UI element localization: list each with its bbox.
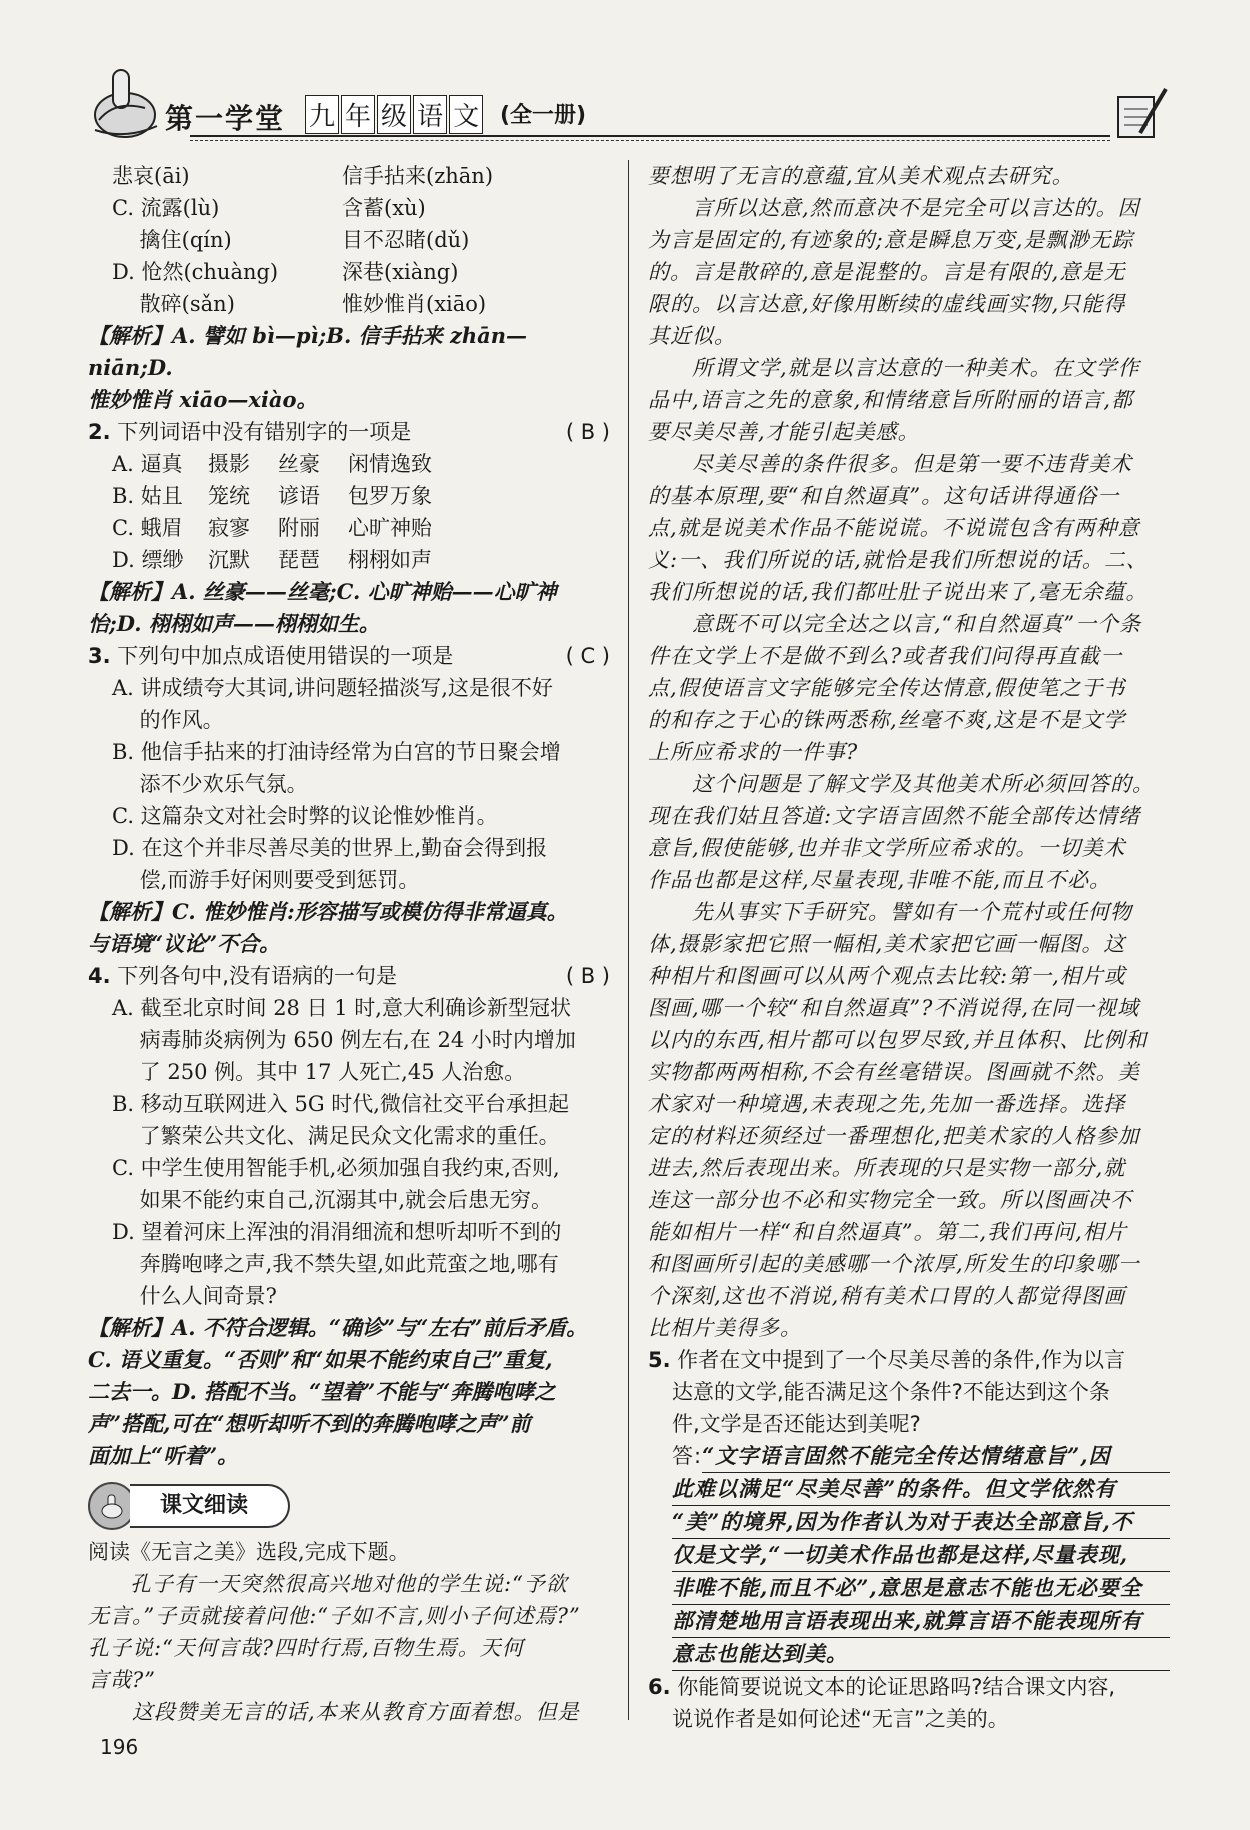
q3-explanation: 【解析】C. 惟妙惟肖:形容描写或模仿得非常逼真。 <box>88 899 568 924</box>
answer-label: 答: <box>672 1444 703 1468</box>
reading-line: 种相片和图画可以从两个观点去比较:第一,相片或 <box>648 964 1126 988</box>
reading-line: 所谓文学,就是以言达意的一种美术。在文学作 <box>648 356 1140 380</box>
answer-badge: ( B ) <box>565 964 610 988</box>
reading-line: 意旨,假使能够,也并非文学所应希求的。一切美术 <box>648 836 1126 860</box>
answer-line: 此难以满足“尽美尽善”的条件。但文学依然有 <box>672 1473 1170 1506</box>
q4-line: 奔腾咆哮之声,我不禁失望,如此荒蛮之地,哪有 <box>112 1252 559 1276</box>
reading-line: 比相片美得多。 <box>648 1316 802 1340</box>
question-5: 5. 作者在文中提到了一个尽美尽善的条件,作为以言 达意的文学,能否满足这个条件?不能达到这个条 件,文学是否还能达到美呢? <box>648 1348 1125 1436</box>
brand-title: 第一学堂 <box>165 102 286 135</box>
question-3: 3. 下列句中加点成语使用错误的一项是 ( C ) <box>88 640 610 672</box>
grade-char: 九 <box>305 95 339 134</box>
question-6: 6. 你能简要说说文本的论证思路吗?结合课文内容, 说说作者是如何论述“无言”之美的。 <box>648 1675 1116 1731</box>
answer-badge: ( B ) <box>565 420 610 444</box>
q3-line: A. 讲成绩夸大其词,讲问题轻描淡写,这是很不好 <box>112 676 553 700</box>
q2-option: A. 逼真 摄影 丝豪 闲情逸致 <box>112 452 432 476</box>
q4-explanation: 声”搭配,可在“想听却听不到的奔腾咆哮之声”前 <box>88 1411 531 1436</box>
reading-line: 这个问题是了解文学及其他美术所必须回答的。 <box>648 772 1154 796</box>
reading-line: 义:一、我们所说的话,就恰是我们所想说的话。二、 <box>648 548 1148 572</box>
header-rule <box>190 135 1110 141</box>
q4-line: 了 250 例。其中 17 人死亡,45 人治愈。 <box>112 1060 526 1084</box>
reading-line: 上所应希求的一件事? <box>648 740 859 764</box>
q4-line: 如果不能约束自己,沉溺其中,就会后患无穷。 <box>112 1188 553 1212</box>
reading-instruction: 阅读《无言之美》选段,完成下题。 <box>88 1540 410 1564</box>
answer-line: 非唯不能,而且不必”,意思是意志不能也无必要全 <box>672 1572 1170 1605</box>
reading-line: 术家对一种境遇,未表现之先,先加一番选择。选择 <box>648 1092 1126 1116</box>
q1-option-row: C. 流露(lù) 含蓄(xù) <box>112 196 426 220</box>
grade-char: 级 <box>377 95 411 134</box>
section-title: 课文细读 <box>130 1484 290 1528</box>
page-header <box>80 55 1170 150</box>
reading-line: 其近似。 <box>648 324 736 348</box>
reading-line: 要想明了无言的意蕴,宜从美术观点去研究。 <box>648 164 1074 188</box>
reading-line: 先从事实下手研究。譬如有一个荒村或任何物 <box>648 900 1132 924</box>
page-number: 196 <box>100 1735 139 1759</box>
q2-explanation: 怡;D. 栩栩如声——栩栩如生。 <box>88 611 380 636</box>
q3-line: 添不少欢乐气氛。 <box>112 772 308 796</box>
reading-line: 定的材料还须经过一番理想化,把美术家的人格参加 <box>648 1124 1140 1148</box>
q2-explanation: 【解析】A. 丝豪——丝毫;C. 心旷神贻——心旷神 <box>88 579 557 604</box>
reading-line: 为言是固定的,有迹象的;意是瞬息万变,是飘渺无踪 <box>648 228 1134 252</box>
edition-label: (全一册) <box>500 103 587 128</box>
q1-explanation: 【解析】A. 譬如 bì—pì;B. 信手拈来 zhān—niān;D. <box>88 323 528 380</box>
reading-line: 以内的东西,相片都可以包罗尽致,并且体积、比例和 <box>648 1028 1148 1052</box>
answer-line: “美”的境界,因为作者认为对于表达全部意旨,不 <box>672 1506 1170 1539</box>
q4-explanation: 二去一。D. 搭配不当。“望着”不能与“奔腾咆哮之 <box>88 1379 556 1404</box>
answer-line: 意志也能达到美。 <box>672 1638 1170 1671</box>
section-header <box>88 1482 610 1530</box>
answer-line: 部清楚地用言语表现出来,就算言语不能表现所有 <box>672 1605 1170 1638</box>
reading-line: 进去,然后表现出来。所表现的只是实物一部分,就 <box>648 1156 1126 1180</box>
reading-line: 品中,语言之先的意象,和情绪意旨所附丽的语言,都 <box>648 388 1134 412</box>
reading-line: 连这一部分也不必和实物完全一致。所以图画决不 <box>648 1188 1132 1212</box>
reading-line: 能如相片一样“和自然逼真”。第二,我们再问,相片 <box>648 1220 1127 1244</box>
reading-line: 无言。”子贡就接着问他:“子如不言,则小子何述焉?” <box>88 1604 581 1628</box>
q1-explanation: 惟妙惟肖 xiāo—xiào。 <box>88 387 318 412</box>
reading-line: 要尽美尽善,才能引起美感。 <box>648 420 920 444</box>
reading-line: 作品也都是这样,尽量表现,非唯不能,而且不必。 <box>648 868 1112 892</box>
reading-line: 言哉?” <box>88 1668 156 1692</box>
q4-explanation: C. 语义重复。“否则”和“如果不能约束自己”重复, <box>88 1347 553 1372</box>
q3-line: D. 在这个并非尽善尽美的世界上,勤奋会得到报 <box>112 836 548 860</box>
pencil-notepad-icon <box>1110 83 1170 143</box>
q1-option-row: 悲哀(āi) 信手拈来(zhān) <box>112 164 494 188</box>
grade-subject <box>305 95 485 134</box>
q1-option-row: 散碎(sǎn) 惟妙惟肖(xiāo) <box>112 292 487 316</box>
reading-line: 孔子说:“天何言哉?四时行焉,百物生焉。天何 <box>88 1636 524 1660</box>
reading-line: 孔子有一天突然很高兴地对他的学生说:“予欲 <box>130 1572 568 1596</box>
q2-option: C. 蛾眉 寂寥 附丽 心旷神贻 <box>112 516 432 540</box>
answer-line: “文字语言固然不能完全传达情绪意旨”,因 <box>702 1440 1170 1473</box>
reading-line: 图画,哪一个较“和自然逼真”?不消说得,在同一视域 <box>648 996 1140 1020</box>
q4-line: 病毒肺炎病例为 650 例左右,在 24 小时内增加 <box>112 1028 576 1052</box>
question-4: 4. 下列各句中,没有语病的一句是 ( B ) <box>88 960 610 992</box>
reading-line: 个深刻,这也不消说,稍有美术口胃的人都觉得图画 <box>648 1284 1126 1308</box>
q2-option: B. 姑且 笼统 谚语 包罗万象 <box>112 484 432 508</box>
answer-badge: ( C ) <box>565 644 610 668</box>
q3-explanation: 与语境“议论”不合。 <box>88 931 281 956</box>
reading-line: 和图画所引起的美感哪一个浓厚,所发生的印象哪一 <box>648 1252 1140 1276</box>
grade-char: 语 <box>413 95 447 134</box>
right-column <box>648 160 1170 1735</box>
q3-line: 的作风。 <box>112 708 224 732</box>
reading-line: 意既不可以完全达之以言,“和自然逼真”一个条 <box>648 612 1142 636</box>
q4-explanation: 面加上“听着”。 <box>88 1443 239 1468</box>
q3-line: C. 这篇杂文对社会时弊的议论惟妙惟肖。 <box>112 804 498 828</box>
reading-line: 点,就是说美术作品不能说谎。不说谎包含有两种意 <box>648 516 1140 540</box>
column-divider <box>628 160 629 1720</box>
reading-line: 件在文学上不是做不到么?或者我们问得再直截一 <box>648 644 1123 668</box>
q4-explanation: 【解析】A. 不符合逻辑。“确诊”与“左右”前后矛盾。 <box>88 1315 588 1340</box>
reading-line: 的基本原理,要“和自然逼真”。这句话讲得通俗一 <box>648 484 1120 508</box>
q4-line: 了繁荣公共文化、满足民众文化需求的重任。 <box>112 1124 560 1148</box>
q2-option: D. 缥缈 沉默 琵琶 栩栩如声 <box>112 548 432 572</box>
left-column <box>88 160 610 1728</box>
reading-line: 我们所想说的话,我们都吐肚子说出来了,毫无余蕴。 <box>648 580 1148 604</box>
reading-line: 言所以达意,然而意决不是完全可以言达的。因 <box>648 196 1140 220</box>
reading-line: 点,假使语言文字能够完全传达情意,假使笔之于书 <box>648 676 1126 700</box>
q3-line: B. 他信手拈来的打油诗经常为白宫的节日聚会增 <box>112 740 561 764</box>
answer-block <box>648 1440 1170 1671</box>
reading-line: 这段赞美无言的话,本来从教育方面着想。但是 <box>88 1700 580 1724</box>
thumbs-up-icon <box>85 60 165 145</box>
q4-line: 什么人间奇景? <box>112 1284 277 1308</box>
grade-char: 年 <box>341 95 375 134</box>
reading-line: 尽美尽善的条件很多。但是第一要不违背美术 <box>648 452 1132 476</box>
q3-line: 偿,而游手好闲则要受到惩罚。 <box>112 868 420 892</box>
q1-option-row: 擒住(qín) 目不忍睹(dǔ) <box>112 228 470 252</box>
q4-line: B. 移动互联网进入 5G 时代,微信社交平台承担起 <box>112 1092 569 1116</box>
question-2: 2. 下列词语中没有错别字的一项是 ( B ) <box>88 416 610 448</box>
reading-line: 现在我们姑且答道:文字语言固然不能全部传达情绪 <box>648 804 1141 828</box>
thumbs-up-icon <box>88 1482 136 1530</box>
reading-line: 的和存之于心的铢两悉称,丝毫不爽,这是不是文学 <box>648 708 1126 732</box>
q4-line: C. 中学生使用智能手机,必须加强自我约束,否则, <box>112 1156 560 1180</box>
reading-line: 的。言是散碎的,意是混整的。言是有限的,意是无 <box>648 260 1126 284</box>
q4-line: D. 望着河床上浑浊的涓涓细流和想听却听不到的 <box>112 1220 562 1244</box>
reading-line: 体,摄影家把它照一幅相,美术家把它画一幅图。这 <box>648 932 1126 956</box>
reading-line: 实物都两两相称,不会有丝毫错误。图画就不然。美 <box>648 1060 1140 1084</box>
q4-line: A. 截至北京时间 28 日 1 时,意大利确诊新型冠状 <box>112 996 571 1020</box>
q1-option-row: D. 怆然(chuàng) 深巷(xiàng) <box>112 260 459 284</box>
grade-char: 文 <box>449 95 483 134</box>
reading-line: 限的。以言达意,好像用断续的虚线画实物,只能得 <box>648 292 1126 316</box>
answer-line: 仅是文学,“一切美术作品也都是这样,尽量表现, <box>672 1539 1170 1572</box>
